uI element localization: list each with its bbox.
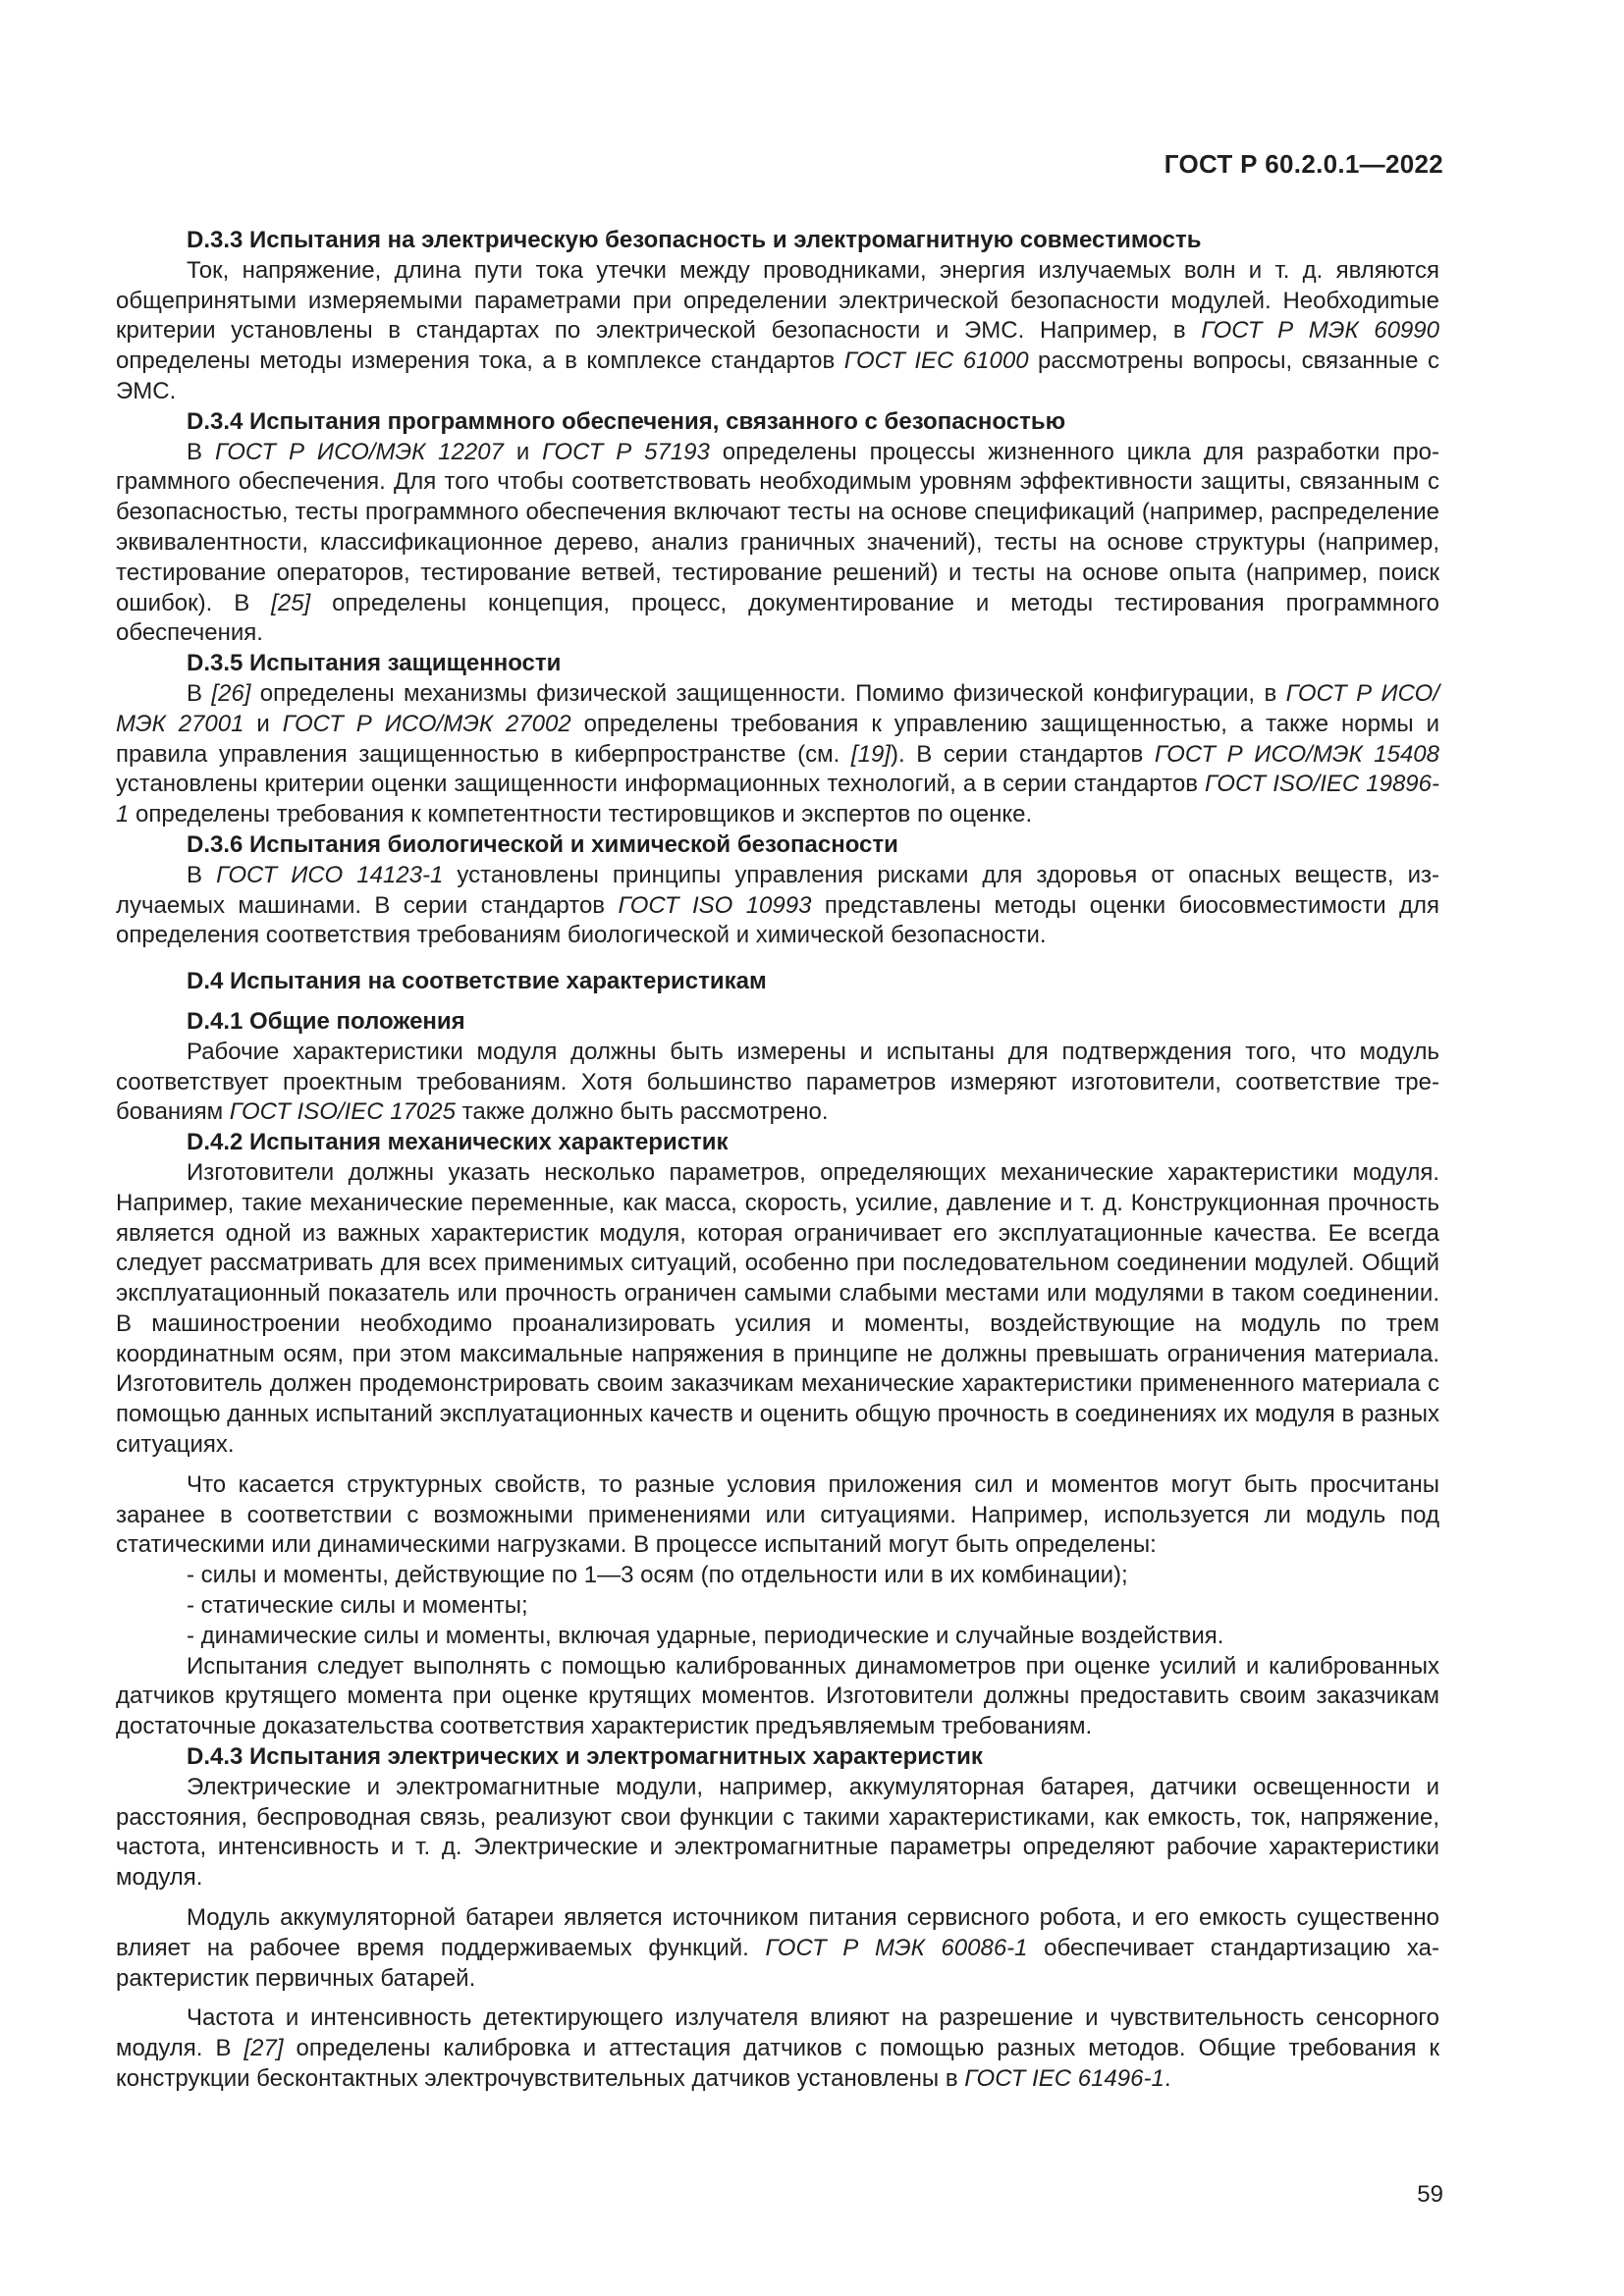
section-heading: D.3.6 Испытания биологической и химической безопасности	[187, 830, 898, 858]
text-run: определены концепция, процесс, документирование и методы тестирования программного обеспечения.	[116, 589, 1439, 647]
text-run: определены требования к компетентности тестировщиков и экспертов по оценке.	[129, 801, 1033, 828]
paragraph	[116, 1038, 1439, 1128]
paragraph	[116, 1773, 1439, 1894]
standard-reference: ГОСТ IEC 61496-1	[964, 2065, 1164, 2093]
standard-reference: ГОСТ Р ИСО/МЭК 15408	[1154, 740, 1439, 768]
document-body	[116, 226, 1439, 2095]
text-run: В	[187, 861, 217, 888]
standard-reference: ГОСТ Р МЭК 60086-1	[765, 1934, 1028, 1961]
paragraph	[116, 438, 1439, 650]
text-run: установлены критерии оценки защищенности информационных технологий, а в серии стандартов	[116, 771, 1206, 798]
text-run: также должно быть рассмотрено.	[455, 1098, 829, 1126]
standard-reference: ГОСТ ISO/IEC 19896-1	[116, 771, 1439, 828]
standard-reference: ГОСТ Р МЭК 60990	[1201, 317, 1439, 345]
text-run: Электрические и электромагнитные модули, например, аккумуляторная батарея, датчики освещенности и расстояния, беспроводная связь, реализуют свои функции с такими характеристиками, как емкость, ток, напряжение, частота, интенсивность и т. д. Электрические и электромагнитные параметры определяют рабочие характеристики модуля.	[116, 1773, 1439, 1892]
paragraph	[116, 1470, 1439, 1561]
section-heading: D.3.4 Испытания программного обеспечения, связанного с безопасностью	[187, 407, 1066, 435]
text-run: Рабочие характеристики модуля должны быть измерены и испытаны для подтверждения того, что модуль соответствует проектным требованиям. Хотя большинство параметров измеряют изготовители, соответствие требованиям	[116, 1038, 1439, 1126]
text-run: установлены принципы управления рисками для здоровья от опасных веществ, излучаемых машинами. В серии стандартов	[116, 861, 1439, 919]
text-run: Частота и интенсивность детектирующего излучателя влияют на разрешение и чувствительность сенсорного модуля. В	[116, 2004, 1439, 2062]
paragraph	[116, 2003, 1439, 2094]
standard-reference: [26]	[211, 679, 251, 707]
text-run: В	[187, 679, 212, 707]
paragraph	[116, 1903, 1439, 1994]
text-run: Изготовители должны указать несколько параметров, определяющих механические характеристики модуля. Например, такие механические переменные, как масса, скорость, усилие, давление и т. д. Конструкционная прочность является одной из важных характеристик модуля, которая ограничивает его эксплуатационные качества. Ее всегда следует рассматривать для всех применимых ситуаций, особенно при последовательном соединении модулей. Общий эксплуатационный показатель или прочность ограничен самыми слабыми местами или модулями в таком соединении. В машиностроении необходимо проанализировать усилия и моменты, воздействующие на модуль по трем координатным осям, при этом максимальные напряжения в принципе не должны превышать ограничения материала. Изготовитель должен продемонстрировать своим заказчикам механические характеристики примененного материала с помощью данных испытаний эксплуатационных качеств и оценить общую прочность в соединениях их модуля в разных ситуациях.	[116, 1158, 1439, 1459]
standard-reference: ГОСТ ИСО 14123-1	[216, 861, 444, 888]
standard-reference: ГОСТ ISO/IEC 17025	[229, 1098, 456, 1126]
paragraph	[116, 1652, 1439, 1742]
standard-reference: ГОСТ Р ИСО/МЭК 12207	[214, 438, 504, 465]
text-run: определены методы измерения тока, а в комплексе стандартов	[116, 347, 844, 375]
text-run: обеспечивает стандартизацию характеристик первичных батарей.	[116, 1934, 1439, 1992]
list-item: - динамические силы и моменты, включая ударные, периодические и случайные воздействия.	[187, 1622, 1224, 1649]
text-run: Ток, напряжение, длина пути тока утечки между проводниками, энергия излучаемых волн и т. д. являются общепринятыми измеряемыми параметрами при определении электрической безопасности модулей. Необходиmые критерии установлены в стандартах по электрической безопасности и ЭМС. Например, в	[116, 256, 1439, 345]
text-run: Модуль аккумуляторной батареи является источником питания сервисного робота, и его емкость существенно влияет на рабочее время поддерживаемых функций.	[116, 1904, 1439, 1961]
paragraph	[116, 1158, 1439, 1461]
standard-reference: ГОСТ Р ИСО/МЭК 27002	[282, 710, 571, 737]
list-item: - силы и моменты, действующие по 1—3 осям (по отдельности или в их комбинации);	[187, 1562, 1128, 1589]
paragraph	[116, 256, 1439, 407]
section-heading: D.4 Испытания на соответствие характеристикам	[187, 968, 767, 995]
standard-reference: ГОСТ IEC 61000	[843, 347, 1029, 375]
standard-reference: ГОСТ Р 57193	[542, 438, 710, 465]
text-run: В	[187, 438, 215, 465]
text-run: и	[503, 438, 543, 465]
text-run: рассмотрены вопросы, связанные с ЭМС.	[116, 347, 1439, 404]
text-run: определены требования к управлению защищенностью, а также нормы и правила управления защищенностью в киберпространстве (см.	[116, 710, 1439, 768]
list-item: - статические силы и моменты;	[187, 1592, 528, 1620]
section-heading: D.3.3 Испытания на электрическую безопасность и электромагнитную совместимость	[187, 227, 1202, 253]
text-run: Испытания следует выполнять с помощью калиброванных динамометров при оценке усилий и калиброванных датчиков крутящего момента при оценке крутящих моментов. Изготовители должны предоставить своим заказчикам достаточные доказательства соответствия характеристик предъявляемым требованиям.	[116, 1652, 1439, 1740]
standard-reference: ГОСТ Р ИСО/МЭК 27001	[116, 679, 1439, 737]
paragraph	[116, 679, 1439, 830]
text-run: определены калибровка и аттестация датчиков с помощью разных методов. Общие требования к конструкции бесконтактных электрочувствительных датчиков установлены в	[116, 2035, 1439, 2093]
text-run: ). В серии стандартов	[890, 740, 1155, 768]
text-run: .	[1164, 2065, 1171, 2093]
page-number: 59	[1417, 2181, 1443, 2208]
text-run: определены процессы жизненного цикла для разработки программного обеспечения. Для того чтобы соответствовать необходимым уровням эффективности защиты, связанным с безопасностью, тесты программного обеспечения включают тесты на основе спецификаций (например, распределение эквивалентности, классификационное дерево, анализ граничных значений), тесты на основе структуры (например, тестирование операторов, тестирование ветвей, тестирование решений) и тесты на основе опыта (например, поиск ошибок). В	[116, 438, 1440, 616]
standard-reference: [19]	[850, 740, 891, 768]
standard-reference: ГОСТ ISO 10993	[618, 891, 812, 919]
text-run: определены механизмы физической защищенности. Помимо физической конфигурации, в	[250, 679, 1286, 707]
paragraph	[116, 861, 1439, 951]
section-heading: D.4.2 Испытания механических характеристик	[187, 1129, 729, 1156]
standard-reference: [27]	[244, 2035, 284, 2062]
section-heading: D.3.5 Испытания защищенности	[187, 650, 562, 677]
text-run: Что касается структурных свойств, то разные условия приложения сил и моментов могут быть просчитаны заранее в соответствии с возможными применениями или ситуациями. Например, используется ли модуль под статическими или динамическими нагрузками. В процессе испытаний могут быть определены:	[116, 1470, 1439, 1559]
section-heading: D.4.3 Испытания электрических и электромагнитных характеристик	[187, 1743, 983, 1771]
section-heading: D.4.1 Общие положения	[187, 1007, 465, 1035]
text-run: и	[244, 710, 283, 737]
text-run: представлены методы оценки биосовместимости для определения соответствия требованиям биологической и химической безопасности.	[116, 891, 1439, 949]
standard-reference: [25]	[271, 589, 311, 616]
document-code-header: ГОСТ Р 60.2.0.1—2022	[1164, 149, 1443, 179]
